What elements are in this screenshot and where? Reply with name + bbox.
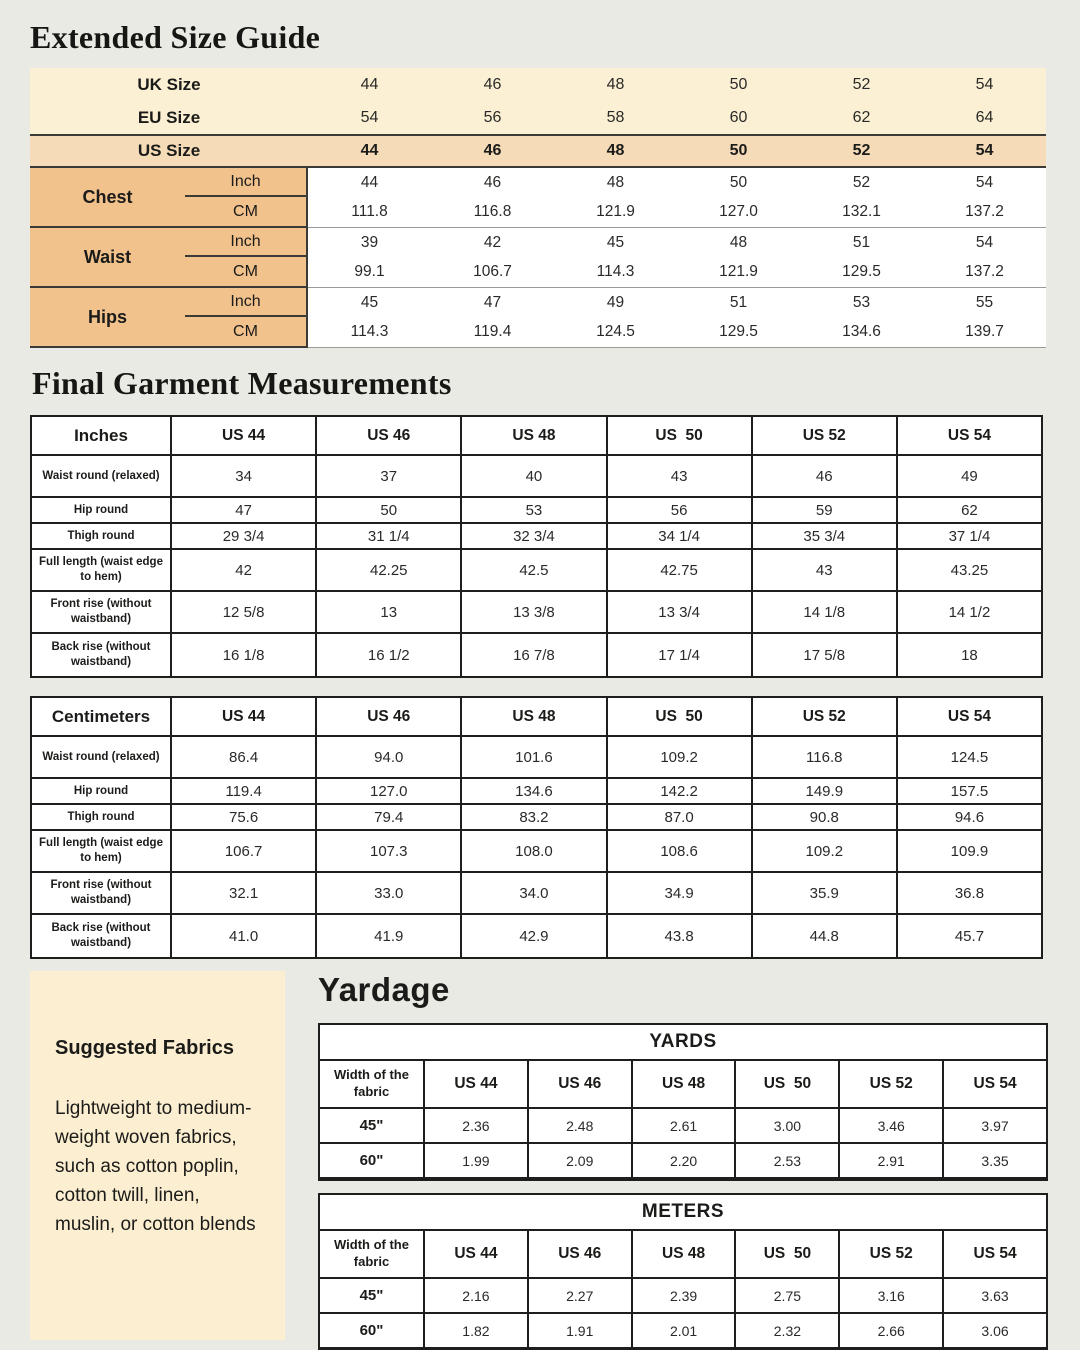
waist-label: Waist xyxy=(83,246,132,267)
garment-inches-table xyxy=(30,415,1043,678)
table-row xyxy=(32,550,1041,592)
size-column-header: US 44 xyxy=(172,698,317,735)
size-column-header: US 52 xyxy=(753,417,898,454)
size-column-header: US 50 xyxy=(608,698,753,735)
size-column-header: US 54 xyxy=(973,1245,1017,1262)
waist-cm-value: 137.2 xyxy=(965,262,1004,280)
measurement-value: 106.7 xyxy=(172,831,317,871)
yardage-value: 2.01 xyxy=(633,1314,737,1347)
measurement-value: 49 xyxy=(961,467,978,485)
us-size-value: 52 xyxy=(852,142,871,159)
row-label: Full length (waist edge to hem) xyxy=(32,550,172,590)
measurement-value: 43 xyxy=(608,456,753,496)
size-column-header: US 54 xyxy=(947,426,991,444)
extended-size-guide-title: Extended Size Guide xyxy=(30,19,321,55)
suggested-fabrics-title: Suggested Fabrics xyxy=(55,1037,234,1059)
size-column-header: US 54 xyxy=(947,707,991,725)
waist-inch-value: 51 xyxy=(852,233,871,251)
hips-label-cell xyxy=(30,288,308,348)
measurement-value: 41.9 xyxy=(317,915,462,957)
eu-size-value: 64 xyxy=(975,108,994,126)
waist-cm-unit: CM xyxy=(233,262,258,280)
inches-header-row xyxy=(32,417,1041,456)
final-garment-measurements-title: Final Garment Measurements xyxy=(32,365,452,401)
eu-size-value: 56 xyxy=(483,108,502,126)
yards-header-row xyxy=(320,1061,1046,1109)
fabric-width-label: 60" xyxy=(320,1144,425,1177)
us-size-label: US Size xyxy=(137,141,201,160)
chest-inch-value: 54 xyxy=(975,173,994,191)
size-column-header: US 50 xyxy=(608,417,753,454)
uk-size-label: UK Size xyxy=(137,74,201,94)
size-column-header: US 54 xyxy=(973,1075,1017,1092)
measurement-value: 35 3/4 xyxy=(753,524,898,548)
eu-size-value: 62 xyxy=(852,108,871,126)
row-label: Front rise (without waistband) xyxy=(32,592,172,632)
measurement-value: 127.0 xyxy=(317,779,462,803)
uk-size-row xyxy=(30,68,1046,101)
measurement-value: 40 xyxy=(462,456,607,496)
hips-cm-value: 114.3 xyxy=(350,322,389,340)
row-label: Back rise (without waistband) xyxy=(32,634,172,676)
size-column-header: US 46 xyxy=(317,698,462,735)
waist-label-cell xyxy=(30,228,308,288)
size-column-header: US 46 xyxy=(317,417,462,454)
chest-inch-value: 50 xyxy=(729,173,748,191)
centimeters-unit-header: Centimeters xyxy=(32,698,172,735)
chest-section xyxy=(30,168,1046,228)
measurement-value: 16 1/8 xyxy=(172,634,317,676)
hips-label: Hips xyxy=(87,306,127,327)
measurement-value: 16 7/8 xyxy=(462,634,607,676)
measurement-value: 34 xyxy=(172,456,317,496)
uk-size-value: 46 xyxy=(483,75,502,93)
measurement-value: 45.7 xyxy=(954,927,985,945)
measurement-value: 32.1 xyxy=(172,873,317,913)
us-size-value: 44 xyxy=(360,142,379,159)
yardage-value: 2.48 xyxy=(529,1109,633,1142)
hips-inch-value: 55 xyxy=(975,293,994,311)
hips-inch-value: 45 xyxy=(360,293,379,311)
yardage-value: 2.53 xyxy=(736,1144,840,1177)
yardage-value: 2.16 xyxy=(425,1279,529,1312)
yardage-value: 1.82 xyxy=(425,1314,529,1347)
uk-size-value: 54 xyxy=(975,75,994,93)
chest-inch-value: 52 xyxy=(852,173,871,191)
table-row xyxy=(320,1109,1046,1144)
us-size-value: 48 xyxy=(606,142,625,159)
measurement-value: 149.9 xyxy=(753,779,898,803)
us-size-row xyxy=(30,134,1046,168)
yardage-value: 2.32 xyxy=(736,1314,840,1347)
hips-inch-value: 49 xyxy=(606,293,625,311)
table-row xyxy=(320,1314,1046,1349)
waist-cm-value: 106.7 xyxy=(473,262,512,280)
centimeters-header-row xyxy=(32,698,1041,737)
hips-cm-value: 129.5 xyxy=(719,322,758,340)
waist-cm-values xyxy=(308,257,1046,286)
yardage-value: 2.66 xyxy=(840,1314,944,1347)
measurement-value: 47 xyxy=(172,498,317,522)
waist-cm-value: 121.9 xyxy=(719,262,758,280)
size-column-header: US 48 xyxy=(633,1231,737,1277)
measurement-value: 44.8 xyxy=(753,915,898,957)
table-row xyxy=(32,873,1041,915)
measurement-value: 101.6 xyxy=(462,737,607,777)
yardage-value: 2.91 xyxy=(840,1144,944,1177)
chest-cm-unit: CM xyxy=(233,202,258,220)
row-label: Thigh round xyxy=(32,524,172,548)
table-row xyxy=(32,779,1041,805)
measurement-value: 42.5 xyxy=(462,550,607,590)
fabric-width-label: 45" xyxy=(320,1109,425,1142)
hips-inch-value: 53 xyxy=(852,293,871,311)
measurement-value: 62 xyxy=(961,501,978,519)
size-column-header: US 50 xyxy=(736,1061,840,1107)
measurement-value: 34 1/4 xyxy=(608,524,753,548)
measurement-value: 116.8 xyxy=(753,737,898,777)
suggested-fabrics-text: Lightweight to medium-weight woven fabrics, such as cotton poplin, cotton twill, linen, muslin, or cotton blends xyxy=(55,1098,256,1235)
uk-size-value: 52 xyxy=(852,75,871,93)
yardage-value: 3.46 xyxy=(840,1109,944,1142)
yards-table xyxy=(318,1023,1048,1181)
measurement-value: 134.6 xyxy=(462,779,607,803)
chest-cm-values xyxy=(308,197,1046,226)
measurement-value: 18 xyxy=(961,646,978,664)
yardage-value: 1.91 xyxy=(529,1314,633,1347)
hips-inch-value: 47 xyxy=(483,293,502,311)
hips-cm-value: 124.5 xyxy=(596,322,635,340)
measurement-value: 37 1/4 xyxy=(948,527,991,545)
eu-size-label: EU Size xyxy=(137,107,201,127)
measurement-value: 37 xyxy=(317,456,462,496)
waist-cm-value: 99.1 xyxy=(354,262,385,280)
table-row xyxy=(32,524,1041,550)
measurement-value: 119.4 xyxy=(172,779,317,803)
size-column-header: US 48 xyxy=(633,1061,737,1107)
measurement-value: 94.0 xyxy=(317,737,462,777)
size-column-header: US 44 xyxy=(425,1231,529,1277)
measurement-value: 124.5 xyxy=(950,748,989,766)
measurement-value: 109.9 xyxy=(950,842,989,860)
measurement-value: 50 xyxy=(317,498,462,522)
chest-cm-value: 116.8 xyxy=(473,202,512,220)
table-row xyxy=(32,831,1041,873)
hips-inch-unit: Inch xyxy=(185,288,306,317)
yardage-title: Yardage xyxy=(318,971,450,1008)
yardage-value: 2.39 xyxy=(633,1279,737,1312)
measurement-value: 83.2 xyxy=(462,805,607,829)
table-row xyxy=(32,498,1041,524)
waist-cm-value: 129.5 xyxy=(842,262,881,280)
measurement-value: 42.25 xyxy=(317,550,462,590)
table-row xyxy=(32,456,1041,498)
measurement-value: 17 5/8 xyxy=(753,634,898,676)
table-row xyxy=(32,592,1041,634)
uk-size-value: 48 xyxy=(606,75,625,93)
measurement-value: 59 xyxy=(753,498,898,522)
measurement-value: 12 5/8 xyxy=(172,592,317,632)
yardage-value: 2.09 xyxy=(529,1144,633,1177)
size-column-header: US 50 xyxy=(736,1231,840,1277)
measurement-value: 56 xyxy=(608,498,753,522)
measurement-value: 34.9 xyxy=(608,873,753,913)
chest-cm-value: 111.8 xyxy=(351,202,388,220)
yardage-value: 3.06 xyxy=(981,1322,1009,1339)
row-label: Back rise (without waistband) xyxy=(32,915,172,957)
table-row xyxy=(320,1279,1046,1314)
table-row xyxy=(320,1144,1046,1179)
waist-inch-value: 48 xyxy=(729,233,748,251)
chest-cm-value: 121.9 xyxy=(596,202,635,220)
chest-inch-unit: Inch xyxy=(185,168,306,197)
measurement-value: 13 3/4 xyxy=(608,592,753,632)
fabric-width-label: 60" xyxy=(320,1314,425,1347)
hips-cm-value: 134.6 xyxy=(842,322,881,340)
measurement-value: 107.3 xyxy=(317,831,462,871)
eu-size-value: 58 xyxy=(606,108,625,126)
us-size-value: 46 xyxy=(483,142,502,159)
yardage-value: 3.97 xyxy=(981,1117,1009,1134)
measurement-value: 157.5 xyxy=(950,782,989,800)
size-column-header: US 44 xyxy=(172,417,317,454)
waist-section xyxy=(30,228,1046,288)
yardage-value: 2.20 xyxy=(633,1144,737,1177)
measurement-value: 36.8 xyxy=(954,884,985,902)
hips-inch-value: 51 xyxy=(729,293,748,311)
measurement-value: 42 xyxy=(172,550,317,590)
yardage-value: 2.75 xyxy=(736,1279,840,1312)
chest-inch-values xyxy=(308,168,1046,197)
size-column-header: US 44 xyxy=(425,1061,529,1107)
measurement-value: 42.9 xyxy=(462,915,607,957)
table-row xyxy=(32,737,1041,779)
size-column-header: US 52 xyxy=(840,1061,944,1107)
yardage-value: 3.35 xyxy=(981,1152,1009,1169)
hips-cm-value: 139.7 xyxy=(965,322,1004,340)
hips-inch-values xyxy=(308,288,1046,317)
fabric-width-label: 45" xyxy=(320,1279,425,1312)
extended-size-table xyxy=(30,68,1046,348)
measurement-value: 16 1/2 xyxy=(317,634,462,676)
measurement-value: 142.2 xyxy=(608,779,753,803)
yardage-value: 3.16 xyxy=(840,1279,944,1312)
measurement-value: 17 1/4 xyxy=(608,634,753,676)
hips-cm-value: 119.4 xyxy=(473,322,512,340)
waist-inch-value: 42 xyxy=(483,233,502,251)
measurement-value: 53 xyxy=(462,498,607,522)
row-label: Hip round xyxy=(32,498,172,522)
row-label: Waist round (relaxed) xyxy=(32,737,172,777)
measurement-value: 43.8 xyxy=(608,915,753,957)
waist-inch-value: 45 xyxy=(606,233,625,251)
yardage-value: 2.61 xyxy=(633,1109,737,1142)
inches-unit-header: Inches xyxy=(32,417,172,454)
measurement-value: 32 3/4 xyxy=(462,524,607,548)
suggested-fabrics-box xyxy=(30,971,285,1340)
chest-label-cell xyxy=(30,168,308,228)
size-column-header: US 48 xyxy=(462,417,607,454)
fabric-width-header: Width of the fabric xyxy=(320,1061,425,1107)
us-size-value: 54 xyxy=(975,142,994,159)
chest-cm-value: 132.1 xyxy=(842,202,881,220)
hips-cm-values xyxy=(308,317,1046,346)
measurement-value: 94.6 xyxy=(954,808,985,826)
measurement-value: 90.8 xyxy=(753,805,898,829)
meters-table-title: METERS xyxy=(320,1195,1046,1231)
yardage-value: 2.27 xyxy=(529,1279,633,1312)
us-size-value: 50 xyxy=(729,142,748,159)
measurement-value: 79.4 xyxy=(317,805,462,829)
waist-cm-value: 114.3 xyxy=(596,262,635,280)
waist-inch-unit: Inch xyxy=(185,228,306,257)
yardage-value: 1.99 xyxy=(425,1144,529,1177)
uk-size-value: 50 xyxy=(729,75,748,93)
meters-header-row xyxy=(320,1231,1046,1279)
eu-size-row xyxy=(30,101,1046,134)
waist-inch-values xyxy=(308,228,1046,257)
eu-size-value: 54 xyxy=(360,108,379,126)
size-column-header: US 52 xyxy=(753,698,898,735)
size-column-header: US 46 xyxy=(529,1231,633,1277)
size-column-header: US 48 xyxy=(462,698,607,735)
size-column-header: US 46 xyxy=(529,1061,633,1107)
row-label: Waist round (relaxed) xyxy=(32,456,172,496)
measurement-value: 109.2 xyxy=(608,737,753,777)
measurement-value: 46 xyxy=(753,456,898,496)
row-label: Full length (waist edge to hem) xyxy=(32,831,172,871)
measurement-value: 43 xyxy=(753,550,898,590)
waist-inch-value: 39 xyxy=(360,233,379,251)
fabric-width-header: Width of the fabric xyxy=(320,1231,425,1277)
uk-size-value: 44 xyxy=(360,75,379,93)
measurement-value: 29 3/4 xyxy=(172,524,317,548)
chest-inch-value: 44 xyxy=(360,173,379,191)
measurement-value: 35.9 xyxy=(753,873,898,913)
measurement-value: 43.25 xyxy=(950,561,989,579)
measurement-value: 13 3/8 xyxy=(462,592,607,632)
measurement-value: 87.0 xyxy=(608,805,753,829)
table-row xyxy=(32,634,1041,676)
chest-label: Chest xyxy=(82,186,133,207)
measurement-value: 109.2 xyxy=(753,831,898,871)
chest-inch-value: 48 xyxy=(606,173,625,191)
measurement-value: 13 xyxy=(317,592,462,632)
measurement-value: 14 1/2 xyxy=(948,603,991,621)
measurement-value: 42.75 xyxy=(608,550,753,590)
yardage-value: 2.36 xyxy=(425,1109,529,1142)
row-label: Front rise (without waistband) xyxy=(32,873,172,913)
measurement-value: 41.0 xyxy=(172,915,317,957)
row-label: Thigh round xyxy=(32,805,172,829)
waist-inch-value: 54 xyxy=(975,233,994,251)
measurement-value: 108.6 xyxy=(608,831,753,871)
yardage-value: 3.63 xyxy=(981,1287,1009,1304)
measurement-value: 33.0 xyxy=(317,873,462,913)
measurement-value: 14 1/8 xyxy=(753,592,898,632)
yardage-value: 3.00 xyxy=(736,1109,840,1142)
table-row xyxy=(32,915,1041,957)
chest-cm-value: 127.0 xyxy=(719,202,758,220)
yards-table-title: YARDS xyxy=(320,1025,1046,1061)
table-row xyxy=(32,805,1041,831)
garment-centimeters-table xyxy=(30,696,1043,959)
measurement-value: 34.0 xyxy=(462,873,607,913)
chest-cm-value: 137.2 xyxy=(965,202,1004,220)
measurement-value: 108.0 xyxy=(462,831,607,871)
measurement-value: 86.4 xyxy=(172,737,317,777)
measurement-value: 75.6 xyxy=(172,805,317,829)
measurement-value: 31 1/4 xyxy=(317,524,462,548)
size-column-header: US 52 xyxy=(840,1231,944,1277)
meters-table xyxy=(318,1193,1048,1350)
hips-cm-unit: CM xyxy=(233,322,258,340)
hips-section xyxy=(30,288,1046,348)
chest-inch-value: 46 xyxy=(483,173,502,191)
row-label: Hip round xyxy=(32,779,172,803)
eu-size-value: 60 xyxy=(729,108,748,126)
